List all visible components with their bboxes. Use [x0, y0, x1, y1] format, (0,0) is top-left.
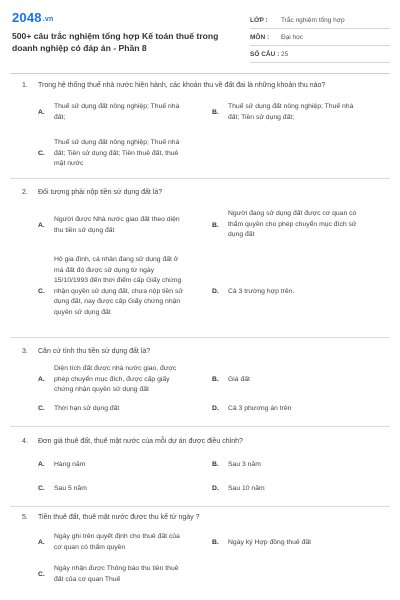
meta-value: Trắc nghiệm tổng hợp [281, 16, 345, 24]
question-text: Căn cứ tính thu tiền sử dụng đất là? [38, 348, 151, 355]
option-line: đất; Tiền sử dụng đất; Tiền thuê đất, thuê [54, 149, 179, 157]
option-line: nhận quyền sử dụng đất, chưa nộp tiền sử [54, 287, 183, 295]
option-letter: A. [38, 222, 45, 229]
option-text [228, 375, 250, 386]
option-line: Thuế sử dụng đất nông nghiệp; Thuế nhà [228, 103, 354, 110]
option-line: đất của cơ quan Thuế [54, 575, 121, 583]
option-letter: A. [38, 539, 45, 546]
question-text: Đơn giá thuê đất, thuê mặt nước của mỗi dự án được điều chỉnh? [38, 438, 243, 445]
logo-suffix: .vn [42, 16, 54, 23]
option-line: mặt nước [54, 160, 84, 167]
option-letter: D. [212, 485, 219, 492]
option-letter: B. [212, 539, 219, 546]
question-separator [10, 337, 390, 338]
option-line: phép chuyển mục đích, được cấp giấy [54, 375, 170, 383]
option-line: Hộ gia đình, cá nhân đang sử dụng đất ở [54, 256, 179, 263]
option-line: cơ quan có thẩm quyền [54, 543, 126, 551]
header [0, 0, 400, 72]
option-text [54, 564, 179, 585]
option-letter: C. [38, 485, 45, 492]
option-line: chứng nhận quyền sử dụng đất [54, 386, 149, 393]
option-text [54, 255, 183, 318]
option-line: Sau 10 năm [228, 485, 265, 492]
option-text [228, 404, 291, 415]
option-line: Người đang sử dụng đất được cơ quan có [228, 210, 357, 217]
meta-row-count [250, 46, 390, 63]
option-letter: A. [38, 376, 45, 383]
option-line: dụng đất [228, 231, 255, 238]
option-line: Thuế sử dụng đất nông nghiệp; Thuế nhà [54, 103, 180, 110]
question-separator [10, 178, 390, 179]
option-text [54, 404, 119, 415]
option-letter: A. [38, 109, 45, 116]
option-letter: C. [38, 288, 45, 295]
option-text [54, 138, 179, 170]
meta-key: SỐ CÂU : [250, 50, 280, 58]
option-letter: B. [212, 109, 219, 116]
logo-number: 2048 [12, 10, 42, 25]
option-letter: C. [38, 150, 45, 157]
option-letter: C. [38, 571, 45, 578]
option-line: Ngày ghi trên quyết định cho thuê đất của [54, 533, 180, 540]
option-line: 15/10/1993 đến thời điểm cấp Giấy chứng [54, 277, 182, 284]
option-letter: B. [212, 222, 219, 229]
option-line: thu tiền sử dụng đất [54, 226, 115, 234]
option-text [228, 209, 356, 241]
option-letter: D. [212, 405, 219, 412]
option-text [54, 364, 176, 396]
meta-value: 25 [281, 50, 289, 58]
meta-key: MÔN : [250, 33, 270, 41]
meta-table [250, 12, 390, 63]
option-line: Người được Nhà nước giao đất theo diện [54, 216, 180, 223]
logo[interactable] [12, 10, 53, 25]
option-line: Sau 3 năm [228, 461, 261, 468]
option-line: đất; [54, 113, 66, 121]
option-line: Giá đất [228, 376, 250, 383]
option-letter: C. [38, 405, 45, 412]
question-separator [10, 506, 390, 507]
option-line: Thuế sử dụng đất nông nghiệp; Thuế nhà [54, 139, 180, 146]
option-letter: A. [38, 461, 45, 468]
question-number: 2. [22, 189, 28, 196]
question-text: Đối tượng phải nộp tiền sử dụng đất là? [38, 189, 163, 196]
option-text [54, 532, 180, 553]
option-line: quyền sử dụng đất [54, 308, 111, 316]
option-line: dụng đất, nay được cấp Giấy chứng nhận [54, 298, 181, 305]
option-text [228, 102, 353, 123]
document-title: 500+ câu trắc nghiệm tổng hợp Kế toán thuế trong doanh nghiệp có đáp án - Phần 8 [12, 31, 219, 53]
option-line: Sau 5 năm [54, 485, 87, 492]
question-text: Trong hệ thống thuế nhà nước hiện hành, các khoản thu về đất đai là những khoản thu nào? [38, 82, 326, 89]
option-text [228, 460, 261, 471]
option-line: Ngày ký Hợp đồng thuê đất [228, 539, 312, 546]
option-text [54, 215, 180, 236]
question-number: 3. [22, 348, 28, 355]
header-divider [10, 73, 390, 74]
option-text [54, 460, 85, 471]
option-letter: B. [212, 461, 219, 468]
option-line: Hàng năm [54, 461, 86, 468]
option-line: mà đất đó được sử dụng từ ngày [54, 266, 155, 274]
question-number: 5. [22, 514, 28, 521]
option-line: thẩm quyền cho phép chuyển mục đích sử [228, 220, 357, 228]
question-number: 1. [22, 82, 28, 89]
question-number: 4. [22, 438, 28, 445]
option-line: Diện tích đất được nhà nước giao, được [54, 365, 177, 372]
meta-value: Đại học [281, 33, 304, 41]
option-line: Cả 3 phương án trên [228, 405, 292, 412]
option-line: Ngày nhận được Thông báo thu tiền thuê [54, 565, 179, 572]
meta-key: LỚP : [250, 16, 268, 24]
option-letter: B. [212, 376, 219, 383]
option-line: Thời hạn sử dụng đất [54, 405, 120, 412]
option-text [228, 538, 311, 549]
option-text [228, 484, 265, 495]
option-text [54, 102, 179, 123]
meta-row-class [250, 12, 390, 29]
option-text [54, 484, 87, 495]
option-letter: D. [212, 288, 219, 295]
question-text: Tiền thuê đất, thuê mặt nước được thu kể từ ngày ? [38, 514, 200, 521]
question-separator [10, 426, 390, 427]
meta-row-subject [250, 29, 390, 46]
option-line: Cả 3 trường hợp trên. [228, 288, 295, 295]
option-line: đất; Tiền sử dụng đất; [228, 113, 295, 121]
option-text [228, 287, 294, 298]
